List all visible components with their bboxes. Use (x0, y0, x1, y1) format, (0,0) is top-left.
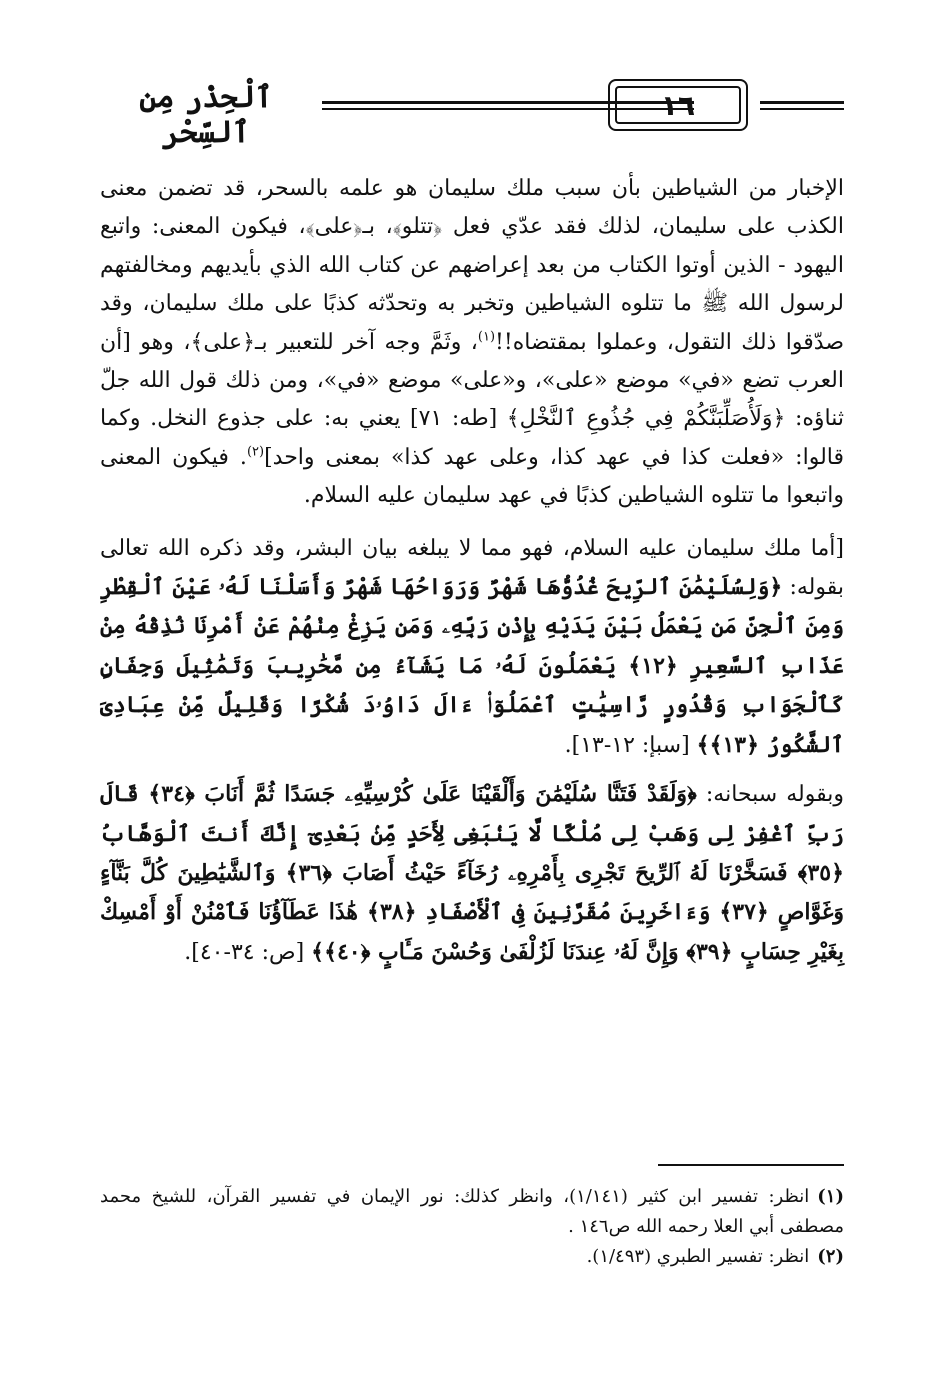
paragraph-1-end: . فيكون المعنى واتبعوا ما تتلوه الشياطين كذبًا في عهد سليمان عليه السلام. (100, 444, 844, 509)
paragraph-1-continued: ، وثَمَّ وجه آخر للتعبير بـ﴿على﴾، وهو [أن العرب تضع «في» موضع «على»، و«على» موضع «في»، ومن ذلك قول الله جلّ ثناؤه: ﴿وَلَأُصَلِّبَنَّكُمْ فِي جُذُوعِ ٱلنَّخْلِ﴾ [طه: ٧١] يعني به: على جذوع النخل. وكما قالوا: «فعلت كذا في عهد كذا، وعلى عهد كذا» بمعنى واحد] (100, 329, 844, 470)
main-text (100, 170, 844, 972)
footnotes (100, 1182, 844, 1272)
footnote-2 (100, 1242, 844, 1272)
verse-reference-sad: [ص: ٣٤-٤٠]. (184, 939, 305, 965)
quran-verse-saba: ﴿وَلِسُلَيْمَٰنَ ٱلرِّيحَ غُدُوُّهَا شَهْرٌ وَرَوَاحُهَا شَهْرٌ وَأَسَلْنَا لَهُۥ عَيْنَ ٱلْقِطْرِ وَمِنَ ٱلْجِنِّ مَن يَعْمَلُ بَيْنَ يَدَيْهِ بِإِذْنِ رَبِّهِۦ وَمَن يَزِغْ مِنْهُمْ عَنْ أَمْرِنَا نُذِقْهُ مِنْ عَذَابِ ٱلسَّعِيرِ ﴿١٢﴾ يَعْمَلُونَ لَهُۥ مَا يَشَآءُ مِن مَّحَٰرِيبَ وَتَمَٰثِيلَ وَجِفَانٍ كَٱلْجَوَابِ وَقُدُورٍ رَّاسِيَٰتٍ ٱعْمَلُوٓا۟ ءَالَ دَاوُۥدَ شُكْرًا وَقَلِيلٌ مِّنْ عِبَادِىَ ٱلشَّكُورُ ﴿١٣﴾﴾ (100, 574, 844, 758)
paragraph-2 (100, 530, 844, 765)
footnote-ref-1[interactable]: (١) (477, 329, 496, 345)
paragraph-3-text: وبقوله سبحانه: (705, 782, 844, 808)
quran-verse-sad: ﴿وَلَقَدْ فَتَنَّا سُلَيْمَٰنَ وَأَلْقَيْنَا عَلَىٰ كُرْسِيِّهِۦ جَسَدًا ثُمَّ أَنَابَ ﴿٣٤﴾ قَالَ رَبِّ ٱغْفِرْ لِى وَهَبْ لِى مُلْكًا لَّا يَنۢبَغِى لِأَحَدٍ مِّنۢ بَعْدِىٓ إِنَّكَ أَنتَ ٱلْوَهَّابُ ﴿٣٥﴾ فَسَخَّرْنَا لَهُ ٱلرِّيحَ تَجْرِى بِأَمْرِهِۦ رُخَآءً حَيْثُ أَصَابَ ﴿٣٦﴾ وَٱلشَّيَٰطِينَ كُلَّ بَنَّآءٍ وَغَوَّاصٍ ﴿٣٧﴾ وَءَاخَرِينَ مُقَرَّنِينَ فِى ٱلْأَصْفَادِ ﴿٣٨﴾ هَٰذَا عَطَآؤُنَا فَٱمْنُنْ أَوْ أَمْسِكْ بِغَيْرِ حِسَابٍ ﴿٣٩﴾ وَإِنَّ لَهُۥ عِندَنَا لَزُلْفَىٰ وَحُسْنَ مَـَٔابٍ ﴿٤٠﴾﴾ (100, 781, 844, 965)
footnote-separator (658, 1164, 844, 1166)
paragraph-3 (100, 775, 844, 972)
header-rule-right (760, 101, 844, 110)
footnote-ref-2[interactable]: (٢) (246, 444, 265, 460)
verse-reference-saba: [سبإ: ١٢-١٣]. (564, 732, 690, 758)
footnote-1 (100, 1182, 844, 1242)
running-title: ٱلْحِذْر مِن ٱلسِّحْر (139, 80, 273, 150)
paragraph-1 (100, 170, 844, 516)
footnote-1-number: (١) (817, 1186, 844, 1207)
page-number: ١٦ (660, 88, 696, 122)
page-header (100, 74, 844, 150)
footnote-1-text: انظر: تفسير ابن كثير (١/١٤١)، وانظر كذلك: نور الإيمان في تفسير القرآن، للشيخ محمد مصطفى أبي العلا رحمه الله ص١٤٦ . (100, 1186, 844, 1237)
footnote-2-text: انظر: تفسير الطبري (١/٤٩٣). (586, 1246, 810, 1267)
paragraph-2-text: [أما ملك سليمان عليه السلام، فهو مما لا يبلغه بيان البشر، وقد ذكره الله تعالى بقوله: (100, 535, 844, 601)
paragraph-1-text: الإخبار من الشياطين بأن سبب ملك سليمان هو علمه بالسحر، قد تضمن معنى الكذب على سليمان، لذلك فقد عدّي فعل ﴿تتلو﴾، بـ﴿على﴾، فيكون المعنى: واتبع اليهود - الذين أوتوا الكتاب من بعد إعراضهم عن كتاب الله الذي بأيديهم ومخالفتهم لرسول الله ﷺ ما تتلوه الشياطين وتخبر به وتحدّثه كذبًا على ملك سليمان، وقد صدّقوا ذلك التقول، وعملوا بمقتضاه!! (100, 176, 844, 355)
footnote-2-number: (٢) (817, 1246, 844, 1267)
header-rule-left (322, 101, 694, 110)
